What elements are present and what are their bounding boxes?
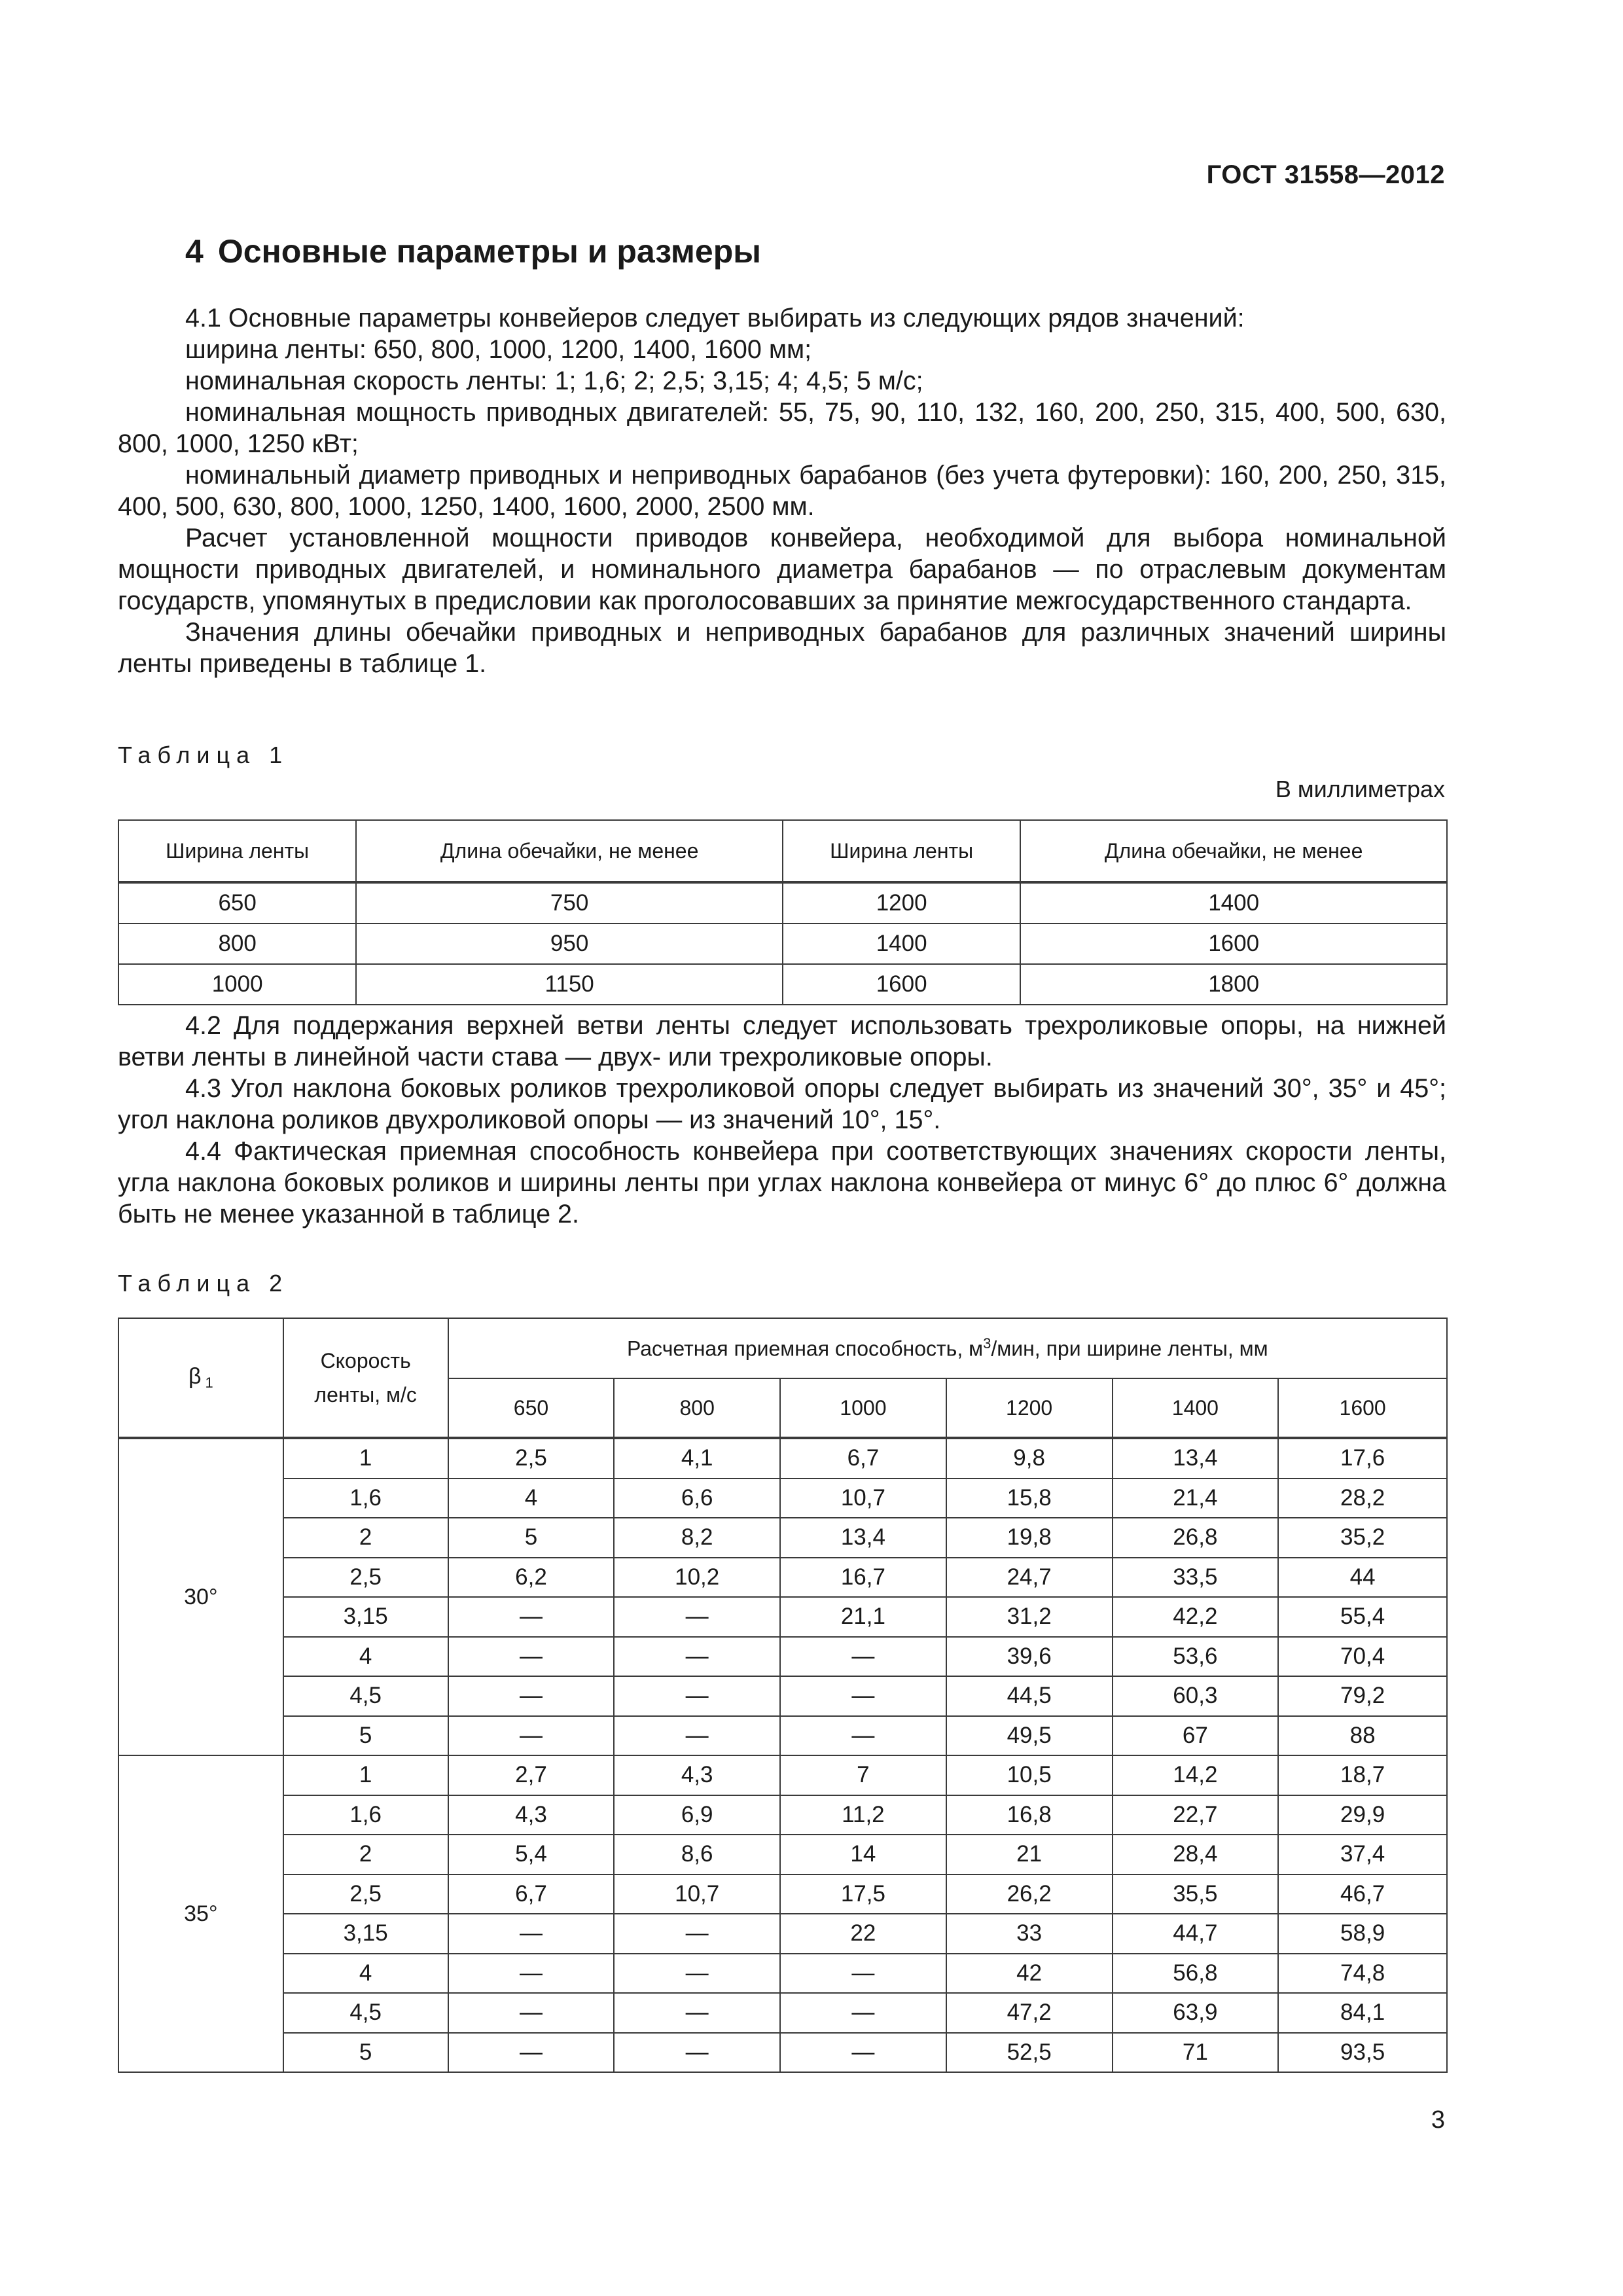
capacity-cell: 10,2	[614, 1558, 780, 1598]
document-id-header: ГОСТ 31558—2012	[1206, 160, 1445, 189]
paragraphs-4-2-to-4-4	[118, 1010, 1446, 1230]
capacity-cell: 5	[448, 1518, 615, 1558]
speed-cell: 5	[283, 1716, 448, 1756]
width-header-cell: 1200	[946, 1378, 1113, 1438]
table-row	[118, 1835, 1447, 1874]
capacity-cell: 42,2	[1113, 1597, 1279, 1637]
capacity-cell: 71	[1113, 2033, 1279, 2073]
capacity-cell: 10,7	[614, 1874, 780, 1914]
width-header-cell: 1400	[1113, 1378, 1279, 1438]
capacity-cell: 6,9	[614, 1795, 780, 1835]
table-row	[118, 1755, 1447, 1795]
capacity-cell: 5,4	[448, 1835, 615, 1874]
section-heading	[185, 232, 761, 270]
capacity-cell: 6,7	[780, 1438, 946, 1479]
capacity-cell: 6,2	[448, 1558, 615, 1598]
table1-header-cell: Ширина ленты	[118, 820, 356, 882]
table-cell: 1400	[1020, 882, 1447, 924]
beta-header	[118, 1318, 283, 1438]
table-cell: 1400	[783, 924, 1020, 964]
speed-cell: 4	[283, 1637, 448, 1677]
capacity-cell: —	[614, 2033, 780, 2073]
capacity-cell: 8,2	[614, 1518, 780, 1558]
section-number: 4	[185, 233, 204, 270]
capacity-cell: 31,2	[946, 1597, 1113, 1637]
capacity-cell: 28,2	[1278, 1479, 1447, 1518]
capacity-cell: 8,6	[614, 1835, 780, 1874]
angle-cell: 35°	[118, 1755, 283, 2072]
table1-caption: Таблица 1	[118, 742, 289, 768]
paragraph: 4.3 Угол наклона боковых роликов трехроликовой опоры следует выбирать из значений 30°, 35° и 45°; угол наклона роликов двухроликовой опоры — из значений 10°, 15°.	[118, 1074, 1446, 1134]
capacity-cell: 4,3	[448, 1795, 615, 1835]
capacity-cell: 35,2	[1278, 1518, 1447, 1558]
table-row	[118, 1993, 1447, 2033]
speed-cell: 1,6	[283, 1795, 448, 1835]
capacity-cell: 17,6	[1278, 1438, 1447, 1479]
capacity-cell: —	[614, 1993, 780, 2033]
capacity-cell: 29,9	[1278, 1795, 1447, 1835]
capacity-cell: 84,1	[1278, 1993, 1447, 2033]
capacity-cell: 24,7	[946, 1558, 1113, 1598]
width-header-cell: 650	[448, 1378, 615, 1438]
table-cell: 950	[356, 924, 783, 964]
capacity-cell: 70,4	[1278, 1637, 1447, 1677]
speed-cell: 1	[283, 1438, 448, 1479]
capacity-cell: 15,8	[946, 1479, 1113, 1518]
table-row	[118, 1479, 1447, 1518]
paragraph: ширина ленты: 650, 800, 1000, 1200, 1400, 1600 мм;	[185, 335, 812, 364]
table1-header-row	[118, 820, 1447, 882]
speed-cell: 2,5	[283, 1874, 448, 1914]
table-row	[118, 1716, 1447, 1756]
beta-symbol: β	[188, 1364, 202, 1389]
capacity-cell: 39,6	[946, 1637, 1113, 1677]
table-cell: 1600	[783, 964, 1020, 1005]
table1-header-cell: Длина обечайки, не менее	[1020, 820, 1447, 882]
capacity-cell: —	[614, 1637, 780, 1677]
table-cell: 1000	[118, 964, 356, 1005]
speed-header	[283, 1318, 448, 1438]
capacity-cell: 4,1	[614, 1438, 780, 1479]
capacity-cell: 22,7	[1113, 1795, 1279, 1835]
capacity-cell: 14	[780, 1835, 946, 1874]
capacity-cell: —	[448, 1676, 615, 1716]
table-row	[118, 882, 1447, 924]
section-title-text: Основные параметры и размеры	[217, 233, 761, 270]
capacity-cell: —	[448, 2033, 615, 2073]
capacity-cell: —	[448, 1597, 615, 1637]
capacity-cell: —	[780, 2033, 946, 2073]
table-1	[118, 819, 1448, 1005]
table-row	[118, 1676, 1447, 1716]
capacity-cell: 53,6	[1113, 1637, 1279, 1677]
table-row	[118, 1914, 1447, 1954]
capacity-cell: 67	[1113, 1716, 1279, 1756]
table-cell: 1150	[356, 964, 783, 1005]
paragraph: Значения длины обечайки приводных и неприводных барабанов для различных значений ширины ленты приведены в таблице 1.	[118, 618, 1446, 678]
capacity-header-post: /мин, при ширине ленты, мм	[991, 1336, 1268, 1361]
speed-cell: 2	[283, 1518, 448, 1558]
capacity-cell: 28,4	[1113, 1835, 1279, 1874]
speed-cell: 1	[283, 1755, 448, 1795]
speed-cell: 5	[283, 2033, 448, 2073]
paragraph: 4.1 Основные параметры конвейеров следует выбирать из следующих рядов значений:	[185, 304, 1245, 332]
capacity-header-pre: Расчетная приемная способность, м	[626, 1336, 984, 1361]
capacity-cell: —	[780, 1954, 946, 1994]
table1-units: В миллиметрах	[1275, 776, 1445, 802]
capacity-cell: 49,5	[946, 1716, 1113, 1756]
capacity-cell: 21	[946, 1835, 1113, 1874]
width-header-cell: 1000	[780, 1378, 946, 1438]
capacity-cell: 33	[946, 1914, 1113, 1954]
capacity-cell: 79,2	[1278, 1676, 1447, 1716]
capacity-cell: 21,1	[780, 1597, 946, 1637]
capacity-cell: 33,5	[1113, 1558, 1279, 1598]
table-row	[118, 924, 1447, 964]
width-header-cell: 800	[614, 1378, 780, 1438]
capacity-cell: 37,4	[1278, 1835, 1447, 1874]
speed-cell: 3,15	[283, 1914, 448, 1954]
table-cell: 1200	[783, 882, 1020, 924]
capacity-cell: 16,8	[946, 1795, 1113, 1835]
capacity-cell: 6,7	[448, 1874, 615, 1914]
capacity-cell: 9,8	[946, 1438, 1113, 1479]
capacity-cell: 11,2	[780, 1795, 946, 1835]
speed-header-text: Скорость ленты, м/с	[314, 1349, 417, 1407]
capacity-cell: 10,7	[780, 1479, 946, 1518]
capacity-cell: —	[614, 1597, 780, 1637]
page-number: 3	[1431, 2106, 1445, 2134]
table-row	[118, 1597, 1447, 1637]
table1-header-cell: Длина обечайки, не менее	[356, 820, 783, 882]
paragraph: Расчет установленной мощности приводов конвейера, необходимой для выбора номинальной мощности приводных двигателей, и номинального диаметра барабанов — по отраслевым документам государств, упомянутых в предисловии как проголосовавших за принятие межгосударственного стандарта.	[118, 524, 1446, 615]
capacity-cell: 21,4	[1113, 1479, 1279, 1518]
table-row	[118, 1954, 1447, 1994]
capacity-cell: —	[614, 1914, 780, 1954]
capacity-cell: 56,8	[1113, 1954, 1279, 1994]
table-cell: 1600	[1020, 924, 1447, 964]
capacity-cell: —	[448, 1954, 615, 1994]
paragraph: номинальная скорость ленты: 1; 1,6; 2; 2,5; 3,15; 4; 4,5; 5 м/с;	[185, 367, 923, 395]
capacity-cell: 74,8	[1278, 1954, 1447, 1994]
table1-body	[118, 882, 1447, 1005]
table1-header-cell: Ширина ленты	[783, 820, 1020, 882]
table-row	[118, 1795, 1447, 1835]
capacity-cell: 42	[946, 1954, 1113, 1994]
table-cell: 1800	[1020, 964, 1447, 1005]
capacity-cell: 22	[780, 1914, 946, 1954]
capacity-cell: 16,7	[780, 1558, 946, 1598]
capacity-cell: 19,8	[946, 1518, 1113, 1558]
capacity-cell: —	[614, 1716, 780, 1756]
capacity-cell: 13,4	[1113, 1438, 1279, 1479]
table-cell: 800	[118, 924, 356, 964]
capacity-cell: 44,5	[946, 1676, 1113, 1716]
angle-cell: 30°	[118, 1438, 283, 1755]
capacity-cell: —	[780, 1637, 946, 1677]
capacity-cell: 7	[780, 1755, 946, 1795]
capacity-cell: —	[448, 1716, 615, 1756]
table-cell: 750	[356, 882, 783, 924]
capacity-cell: —	[448, 1993, 615, 2033]
capacity-header-sup: 3	[983, 1335, 991, 1352]
capacity-cell: 6,6	[614, 1479, 780, 1518]
speed-cell: 1,6	[283, 1479, 448, 1518]
table-row	[118, 1438, 1447, 1479]
capacity-cell: 26,2	[946, 1874, 1113, 1914]
table-row	[118, 1558, 1447, 1598]
paragraph: номинальный диаметр приводных и неприводных барабанов (без учета футеровки): 160, 200, 250, 315, 400, 500, 630, 800, 1000, 1250, 1400, 1600, 2000, 2500 мм.	[118, 461, 1446, 521]
capacity-cell: —	[780, 1716, 946, 1756]
table-cell: 650	[118, 882, 356, 924]
capacity-cell: 14,2	[1113, 1755, 1279, 1795]
table2-header-row-1	[118, 1318, 1447, 1378]
capacity-cell: —	[780, 1676, 946, 1716]
capacity-cell: 10,5	[946, 1755, 1113, 1795]
capacity-cell: 55,4	[1278, 1597, 1447, 1637]
speed-cell: 3,15	[283, 1597, 448, 1637]
table-2	[118, 1318, 1448, 2073]
capacity-cell: 4,3	[614, 1755, 780, 1795]
speed-cell: 4	[283, 1954, 448, 1994]
table2-body	[118, 1438, 1447, 2072]
paragraph: 4.4 Фактическая приемная способность конвейера при соответствующих значениях скорости ленты, угла наклона боковых роликов и ширины ленты при углах наклона конвейера от минус 6° до плюс 6° должна быть не менее указанной в таблице 2.	[118, 1137, 1446, 1229]
speed-cell: 4,5	[283, 1993, 448, 2033]
capacity-cell: 58,9	[1278, 1914, 1447, 1954]
paragraphs-4-1	[118, 302, 1446, 679]
paragraph: номинальная мощность приводных двигателей: 55, 75, 90, 110, 132, 160, 200, 250, 315, 400, 500, 630, 800, 1000, 1250 кВт;	[118, 398, 1446, 458]
table-row	[118, 964, 1447, 1005]
capacity-cell: —	[448, 1637, 615, 1677]
speed-cell: 2	[283, 1835, 448, 1874]
capacity-cell: 63,9	[1113, 1993, 1279, 2033]
capacity-cell: 26,8	[1113, 1518, 1279, 1558]
capacity-cell: 44,7	[1113, 1914, 1279, 1954]
capacity-header	[448, 1318, 1447, 1378]
capacity-cell: 93,5	[1278, 2033, 1447, 2073]
capacity-cell: 2,7	[448, 1755, 615, 1795]
capacity-cell: —	[780, 1993, 946, 2033]
width-header-cell: 1600	[1278, 1378, 1447, 1438]
capacity-cell: 52,5	[946, 2033, 1113, 2073]
table-row	[118, 1518, 1447, 1558]
capacity-cell: 2,5	[448, 1438, 615, 1479]
table-row	[118, 1874, 1447, 1914]
capacity-cell: 44	[1278, 1558, 1447, 1598]
paragraph: 4.2 Для поддержания верхней ветви ленты следует использовать трехроликовые опоры, на нижней ветви ленты в линейной части става — двух- или трехроликовые опоры.	[118, 1011, 1446, 1071]
speed-cell: 2,5	[283, 1558, 448, 1598]
capacity-cell: 88	[1278, 1716, 1447, 1756]
table-row	[118, 2033, 1447, 2073]
capacity-cell: 13,4	[780, 1518, 946, 1558]
beta-subscript: 1	[205, 1374, 213, 1391]
speed-cell: 4,5	[283, 1676, 448, 1716]
capacity-cell: 18,7	[1278, 1755, 1447, 1795]
capacity-cell: —	[614, 1954, 780, 1994]
capacity-cell: 17,5	[780, 1874, 946, 1914]
capacity-cell: 46,7	[1278, 1874, 1447, 1914]
capacity-cell: 35,5	[1113, 1874, 1279, 1914]
capacity-cell: —	[614, 1676, 780, 1716]
table2-caption: Таблица 2	[118, 1270, 289, 1297]
capacity-cell: —	[448, 1914, 615, 1954]
capacity-cell: 4	[448, 1479, 615, 1518]
capacity-cell: 60,3	[1113, 1676, 1279, 1716]
capacity-cell: 47,2	[946, 1993, 1113, 2033]
table-row	[118, 1637, 1447, 1677]
